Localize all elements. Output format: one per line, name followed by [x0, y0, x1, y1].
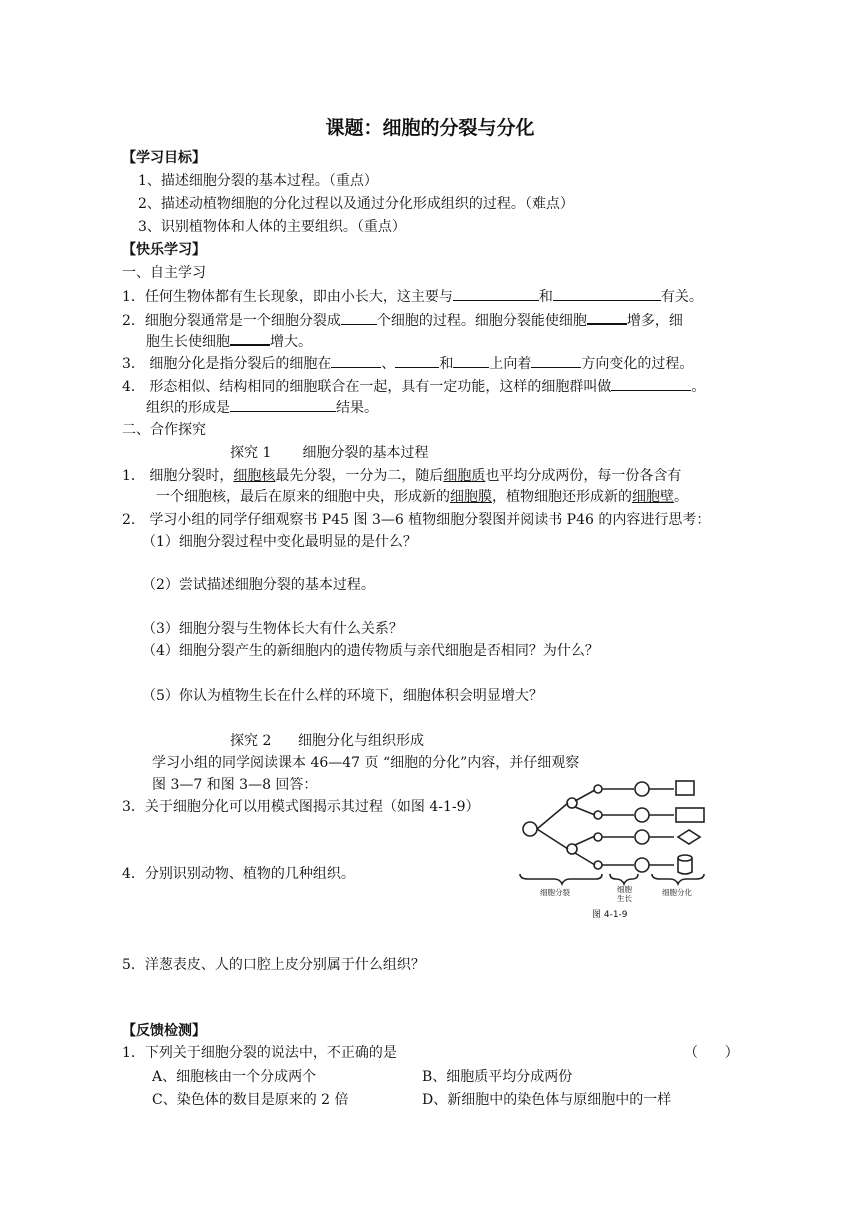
text: 也平均分成两份，每一份各含有 [485, 468, 682, 484]
sub-question: （1）细胞分裂过程中变化最明显的是什么？ [142, 534, 417, 550]
blank-field[interactable] [531, 353, 581, 368]
text: 最先分裂，一分为二，随后 [275, 468, 444, 484]
text: 1． 细胞分裂时， [122, 468, 234, 484]
text: 一个细胞核，最后在原来的细胞中央，形成新的 [156, 489, 450, 505]
page-title: 课题：细胞的分裂与分化 [325, 117, 535, 139]
blank-field[interactable] [230, 330, 270, 346]
sub-question: （4）细胞分裂产生的新细胞内的遗传物质与亲代细胞是否相同？为什么？ [142, 643, 599, 659]
question-3 [122, 353, 693, 374]
blank-field[interactable] [453, 286, 539, 301]
differentiation-diagram [518, 770, 728, 922]
label-growth-1: 细胞 [617, 885, 632, 894]
blank-field[interactable] [611, 376, 691, 391]
q3-text-a: 3． 细胞分化是指分裂后的细胞在 [122, 356, 332, 372]
blank-field[interactable] [553, 286, 661, 301]
sub-question: （3）细胞分裂与生物体长大有什么关系？ [142, 621, 403, 637]
explore-1-heading: 探究 1 细胞分裂的基本过程 [230, 445, 429, 461]
explore-1-p1 [122, 466, 681, 486]
keyword-membrane: 细胞膜 [450, 489, 492, 505]
option-b[interactable]: B、细胞质平均分成两份 [422, 1069, 573, 1085]
sub-question: （5）你认为植物生长在什么样的环境下，细胞体积会明显增大？ [142, 688, 543, 704]
feedback-question: 1．下列关于细胞分裂的说法中，不正确的是 [122, 1045, 397, 1061]
q1-text-c: 有关。 [660, 289, 703, 305]
q2-text-a: 2．细胞分裂通常是一个细胞分裂成 [122, 313, 341, 329]
option-d[interactable]: D、新细胞中的染色体与原细胞中的一样 [422, 1092, 672, 1108]
q3-text-b: 、 [381, 356, 396, 372]
q2-text-b: 个细胞的过程。细胞分裂能使细胞 [376, 313, 587, 329]
figure-caption: 图 4-1-9 [592, 910, 628, 920]
answer-paren[interactable]: （ ） [684, 1045, 739, 1061]
q4-text-b: 。 [691, 379, 706, 395]
keyword-cytoplasm: 细胞质 [443, 468, 486, 484]
text: 。 [674, 489, 688, 505]
goal-item: 1、描述细胞分裂的基本过程。（重点） [138, 173, 378, 189]
option-a[interactable]: A、细胞核由一个分成两个 [152, 1069, 317, 1085]
question-4-cont [146, 397, 378, 418]
blank-field[interactable] [230, 397, 336, 412]
q3-text-d: 上向着 [489, 356, 532, 372]
blank-field[interactable] [453, 353, 489, 368]
feedback-heading: 【反馈检测】 [122, 1023, 206, 1039]
section-self-study: 一、自主学习 [122, 265, 206, 281]
goal-item: 3、识别植物体和人体的主要组织。（重点） [138, 219, 406, 235]
explore-2-q3: 3．关于细胞分化可以用模式图揭示其过程（如图 4-1-9） [122, 799, 480, 815]
q3-text-c: 和 [439, 356, 454, 372]
explore-2-intro: 图 3—7 和图 3—8 回答： [152, 777, 318, 793]
explore-2-q5: 5．洋葱表皮、人的口腔上皮分别属于什么组织？ [122, 957, 425, 973]
blank-field[interactable] [395, 353, 439, 368]
explore-2-heading: 探究 2 细胞分化与组织形成 [230, 733, 425, 749]
keyword-cell-wall: 细胞壁 [632, 489, 674, 505]
question-1 [122, 286, 703, 307]
blank-field[interactable] [587, 309, 627, 325]
option-c[interactable]: C、染色体的数目是原来的 2 倍 [152, 1092, 349, 1108]
section-cooperative: 二、合作探究 [122, 422, 206, 438]
sub-question: （2）尝试描述细胞分裂的基本过程。 [142, 577, 375, 593]
question-2 [122, 309, 683, 331]
q2-text-e: 增大。 [270, 334, 312, 350]
q4-text-c: 组织的形成是 [146, 400, 230, 416]
q4-text-d: 结果。 [336, 400, 378, 416]
happy-heading: 【快乐学习】 [122, 242, 206, 258]
q2-text-c: 增多，细 [626, 313, 683, 329]
text: ，植物细胞还形成新的 [492, 489, 632, 505]
label-division: 细胞分裂 [540, 888, 570, 897]
question-4 [122, 376, 705, 397]
explore-1-p1-cont [156, 487, 688, 507]
explore-2-q4: 4．分别识别动物、植物的几种组织。 [122, 866, 355, 882]
label-differentiation: 细胞分化 [662, 888, 692, 897]
q3-text-e: 方向变化的过程。 [581, 356, 694, 372]
q4-text-a: 4． 形态相似、结构相同的细胞联合在一起，具有一定功能，这样的细胞群叫做 [122, 379, 612, 395]
q2-text-d: 胞生长使细胞 [146, 334, 230, 350]
goals-heading: 【学习目标】 [122, 150, 206, 166]
keyword-nucleus: 细胞核 [233, 468, 276, 484]
label-growth-2: 生长 [617, 894, 632, 903]
explore-2-intro: 学习小组的同学阅读课本 46—47 页 “细胞的分化”内容，并仔细观察 [152, 755, 580, 771]
question-2-cont [146, 330, 312, 352]
explore-1-p2: 2． 学习小组的同学仔细观察书 P45 图 3—6 植物细胞分裂图并阅读书 P46 的内容进行思考： [122, 512, 711, 528]
q1-text-b: 和 [538, 289, 553, 305]
blank-field[interactable] [331, 353, 381, 368]
blank-field[interactable] [341, 310, 377, 325]
q1-text-a: 1．任何生物体都有生长现象，即由小长大，这主要与 [122, 289, 453, 305]
goal-item: 2、描述动植物细胞的分化过程以及通过分化形成组织的过程。（难点） [138, 196, 574, 212]
